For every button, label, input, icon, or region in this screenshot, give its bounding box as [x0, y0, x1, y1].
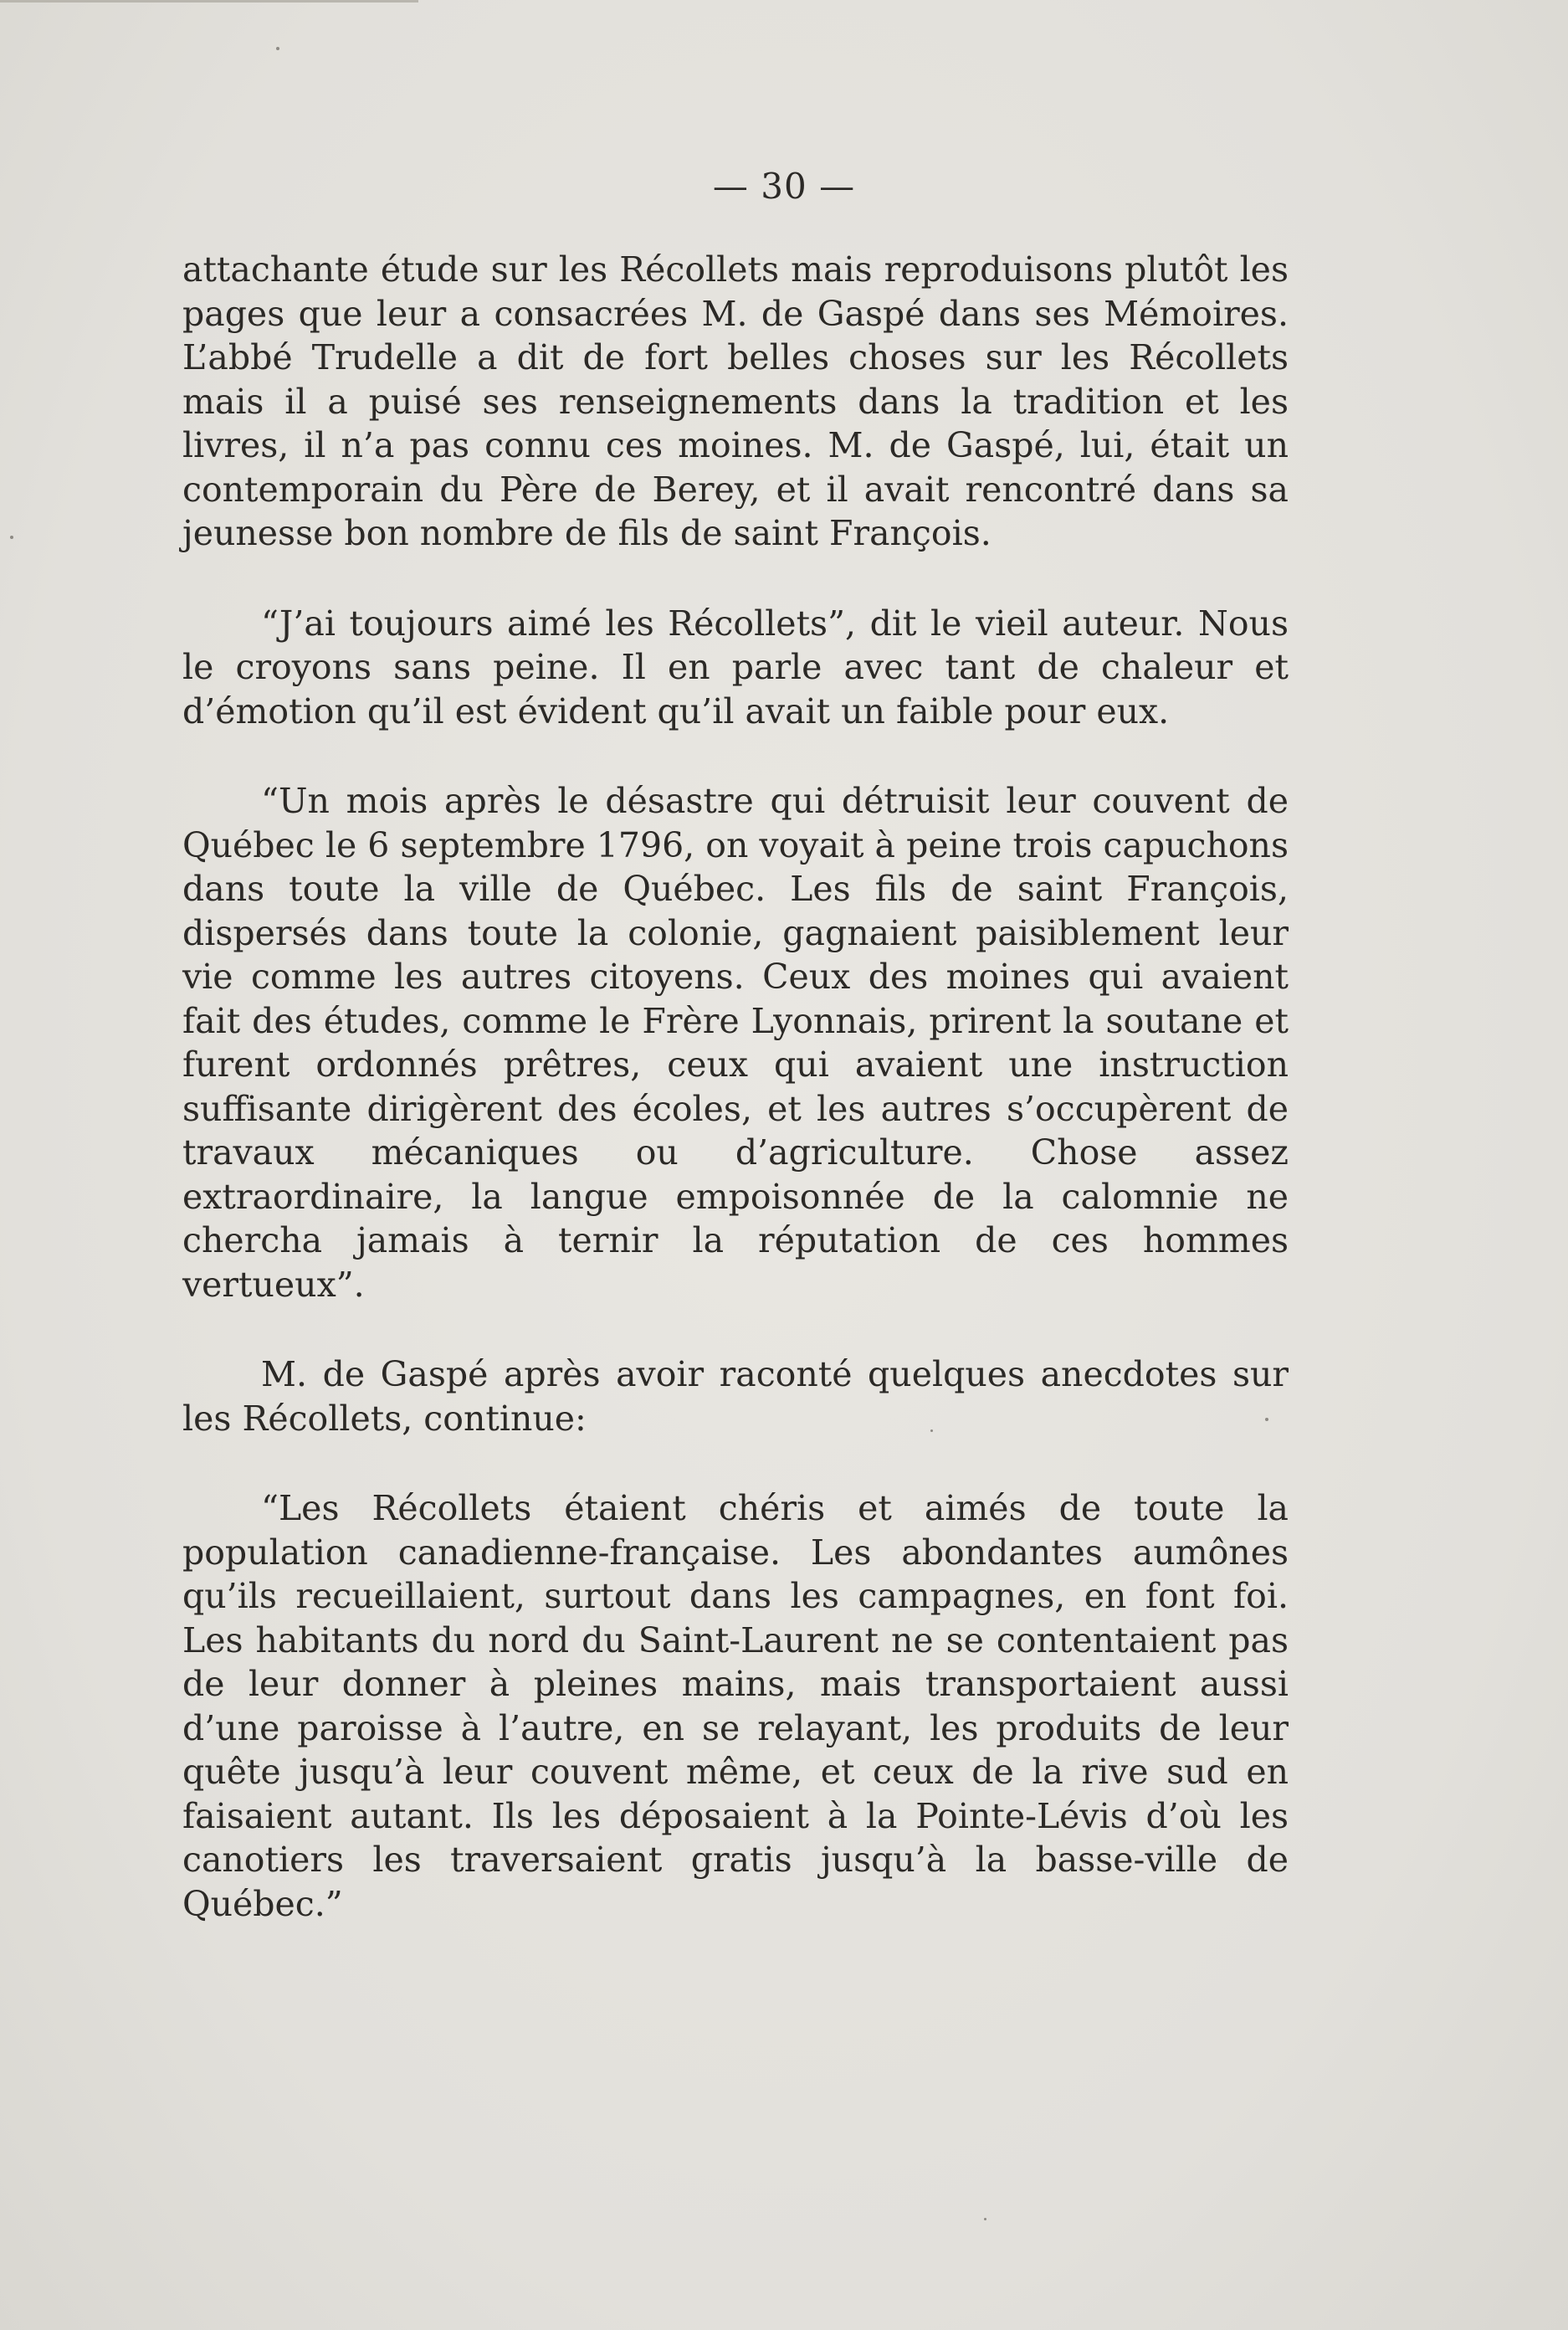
- top-edge-rule: [0, 0, 418, 3]
- paragraph-4: M. de Gaspé après avoir raconté quelques anecdotes sur les Récollets, continue:: [182, 1354, 1289, 1439]
- paragraph-5: “Les Récollets étaient chéris et aimés de toute la population canadienne-française. Les abondantes aumônes qu’ils recueillaient, surtout dans les campagnes, en font foi. Les habitants du nord du Saint-Laurent ne se contentaient pas de leur donner à pleines mains, mais transportaient aussi d’une paroisse à l’autre, en se relayant, les produits de leur quête jusqu’à leur couvent même, et ceux de la rive sud en faisaient autant. Ils les déposaient à la Pointe-Lévis d’où les canotiers les traversaient gratis jusqu’à la basse-ville de Québec.”: [182, 1488, 1289, 1924]
- paper-speck: [276, 47, 279, 50]
- body-text: [182, 248, 1289, 1926]
- paper-speck: [10, 536, 13, 539]
- paper-speck: [1265, 1418, 1268, 1421]
- paper-speck: [930, 1429, 933, 1432]
- paper-speck: [984, 2218, 986, 2220]
- paragraph-1: attachante étude sur les Récollets mais reproduisons plutôt les pages que leur a consacrées M. de Gaspé dans ses Mémoires. L’abbé Trudelle a dit de fort belles choses sur les Récollets mais il a puisé ses renseignements dans la tradition et les livres, il n’a pas connu ces moines. M. de Gaspé, lui, était un contemporain du Père de Berey, et il avait rencontré dans sa jeunesse bon nombre de fils de saint François.: [182, 249, 1289, 553]
- paragraph-3: “Un mois après le désastre qui détruisit leur couvent de Québec le 6 septembre 1796, on voyait à peine trois capuchons dans toute la ville de Québec. Les fils de saint François, dispersés dans toute la colonie, gagnaient paisiblement leur vie comme les autres citoyens. Ceux des moines qui avaient fait des études, comme le Frère Lyonnais, prirent la soutane et furent ordonnés prêtres, ceux qui avaient une instruction suffisante dirigèrent des écoles, et les autres s’occupèrent de travaux mécaniques ou d’agriculture. Chose assez extraordinaire, la langue empoisonnée de la calomnie ne chercha jamais à ternir la réputation de ces hommes vertueux”.: [182, 781, 1289, 1305]
- page-number: — 30 —: [712, 166, 856, 207]
- paragraph-2: “J’ai toujours aimé les Récollets”, dit le vieil auteur. Nous le croyons sans peine. Il en parle avec tant de chaleur et d’émotion qu’il est évident qu’il avait un faible pour eux.: [182, 603, 1289, 731]
